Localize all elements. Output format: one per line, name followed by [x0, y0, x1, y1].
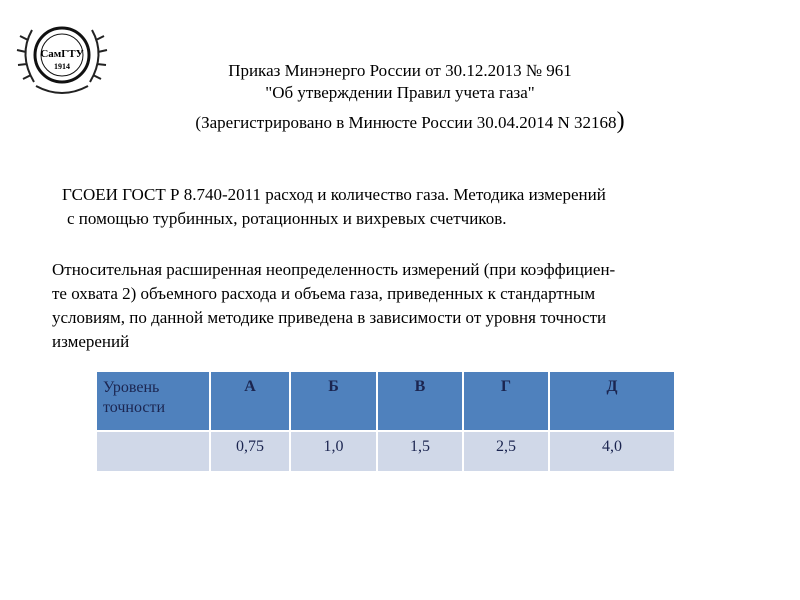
value-cell: 0,75	[210, 431, 290, 472]
header-accuracy-level: Уровень точности	[96, 371, 210, 431]
order-title-line2: "Об утверждении Правил учета газа"	[265, 83, 535, 102]
order-title-line1: Приказ Минэнерго России от 30.12.2013 № 961	[228, 61, 572, 80]
header-col: Д	[549, 371, 675, 431]
standard-line2: с помощью турбинных, ротационных и вихревых счетчиков.	[67, 209, 507, 228]
description-line4: измерений	[52, 332, 130, 351]
table-header-row	[96, 371, 675, 431]
header-col: В	[377, 371, 463, 431]
svg-text:1914: 1914	[54, 62, 70, 71]
value-cell: 4,0	[549, 431, 675, 472]
value-cell: 2,5	[463, 431, 549, 472]
table-row	[96, 431, 675, 472]
svg-text:СамГТУ: СамГТУ	[40, 48, 84, 60]
registration-text: (Зарегистрировано в Минюсте России 30.04.2014 N 32168	[195, 113, 617, 132]
header-col: А	[210, 371, 290, 431]
description-line3: условиям, по данной методике приведена в зависимости от уровня точности	[52, 308, 607, 327]
header-col: Г	[463, 371, 549, 431]
accuracy-table	[95, 370, 676, 473]
value-cell: 1,5	[377, 431, 463, 472]
empty-cell	[96, 431, 210, 472]
order-registration	[140, 110, 680, 134]
description-line1: Относительная расширенная неопределенность измерений (при коэффициен-	[52, 260, 616, 279]
registration-paren: )	[616, 108, 625, 134]
header-col: Б	[290, 371, 377, 431]
samgtu-logo	[14, 10, 110, 98]
standard-line1: ГСОЕИ ГОСТ Р 8.740-2011 расход и количество газа. Методика измерений	[62, 185, 606, 204]
value-cell: 1,0	[290, 431, 377, 472]
description-line2: те охвата 2) объемного расхода и объема газа, приведенных к стандартным	[52, 284, 596, 303]
